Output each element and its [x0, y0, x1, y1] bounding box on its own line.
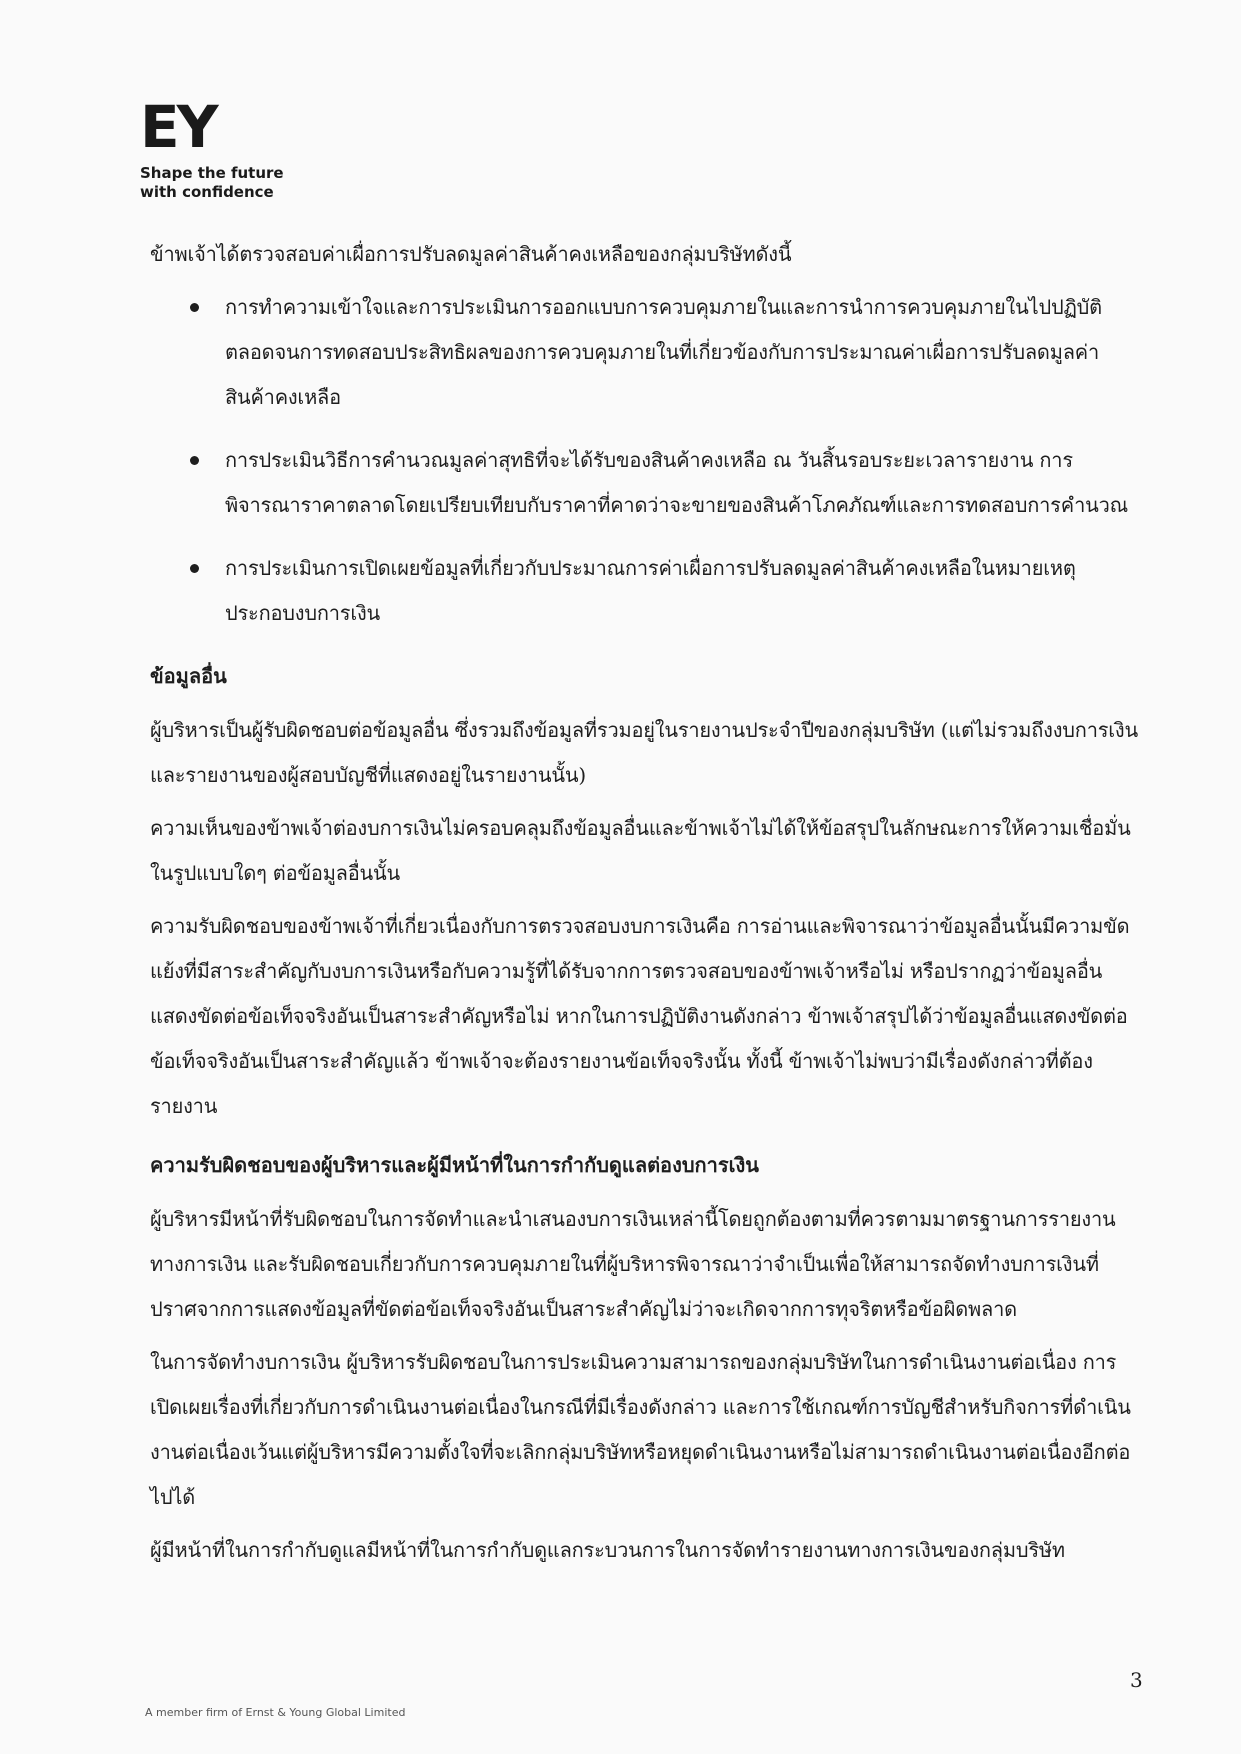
page-number: 3 — [1130, 1668, 1143, 1692]
list-item — [150, 438, 1140, 528]
responsibilities-paragraph-3: ผู้มีหน้าที่ในการกำกับดูแลมีหน้าที่ในการกำกับดูแลกระบวนการในการจัดทำรายงานทางการเงินของกลุ่มบริษัท — [150, 1538, 1065, 1562]
list-item — [150, 546, 1140, 636]
responsibilities-paragraph-2: ในการจัดทำงบการเงิน ผู้บริหารรับผิดชอบในการประเมินความสามารถของกลุ่มบริษัทในการดำเนินงานต่อเนื่อง การเปิดเผยเรื่องที่เกี่ยวกับการดำเนินงานต่อเนื่องในกรณีที่มีเรื่องดังกล่าว และการใช้เกณฑ์การบัญชีสำหรับกิจการที่ดำเนินงานต่อเนื่องเว้นแต่ผู้บริหารมีความตั้งใจที่จะเลิกกลุ่มบริษัทหรือหยุดดำเนินงานหรือไม่สามารถดำเนินงานต่อเนื่องอีกต่อไปได้ — [150, 1350, 1131, 1509]
bullet-icon — [190, 564, 199, 573]
footer-note: A member firm of Ernst & Young Global Limited — [145, 1706, 406, 1719]
bullet-icon — [190, 456, 199, 465]
bullet-icon — [190, 303, 199, 312]
ey-logo — [140, 93, 284, 202]
logo-tagline-line2: with confidence — [140, 183, 274, 201]
list-item-text: การทำความเข้าใจและการประเมินการออกแบบการควบคุมภายในและการนำการควบคุมภายในไปปฏิบัติ ตลอดจนการทดสอบประสิทธิผลของการควบคุมภายในที่เกี่ยวข้องกับการประมาณค่าเผื่อการปรับลดมูลค่าสินค้าคงเหลือ — [225, 295, 1102, 409]
procedure-list — [150, 285, 1140, 636]
other-info-paragraph-2: ความเห็นของข้าพเจ้าต่องบการเงินไม่ครอบคลุมถึงข้อมูลอื่นและข้าพเจ้าไม่ได้ให้ข้อสรุปในลักษณะการให้ความเชื่อมั่นในรูปแบบใดๆ ต่อข้อมูลอื่นนั้น — [150, 816, 1131, 885]
list-item-text: การประเมินการเปิดเผยข้อมูลที่เกี่ยวกับประมาณการค่าเผื่อการปรับลดมูลค่าสินค้าคงเหลือในหมายเหตุประกอบงบการเงิน — [225, 556, 1076, 625]
responsibilities-paragraph-1: ผู้บริหารมีหน้าที่รับผิดชอบในการจัดทำและนำเสนองบการเงินเหล่านี้โดยถูกต้องตามที่ควรตามมาตรฐานการรายงานทางการเงิน และรับผิดชอบเกี่ยวกับการควบคุมภายในที่ผู้บริหารพิจารณาว่าจำเป็นเพื่อให้สามารถจัดทำงบการเงินที่ปราศจากการแสดงข้อมูลที่ขัดต่อข้อเท็จจริงอันเป็นสาระสำคัญไม่ว่าจะเกิดจากการทุจริตหรือข้อผิดพลาด — [150, 1207, 1116, 1321]
list-item-text: การประเมินวิธีการคำนวณมูลค่าสุทธิที่จะได้รับของสินค้าคงเหลือ ณ วันสิ้นรอบระยะเวลารายงาน การพิจารณาราคาตลาดโดยเปรียบเทียบกับราคาที่คาดว่าจะขายของสินค้าโภคภัณฑ์และการทดสอบการคำนวณ — [225, 448, 1128, 517]
other-info-paragraph-1: ผู้บริหารเป็นผู้รับผิดชอบต่อข้อมูลอื่น ซึ่งรวมถึงข้อมูลที่รวมอยู่ในรายงานประจำปีของกลุ่มบริษัท (แต่ไม่รวมถึงงบการเงินและรายงานของผู้สอบบัญชีที่แสดงอยู่ในรายงานนั้น) — [150, 718, 1138, 787]
ey-logo-mark: EY — [140, 93, 216, 161]
other-info-paragraph-3: ความรับผิดชอบของข้าพเจ้าที่เกี่ยวเนื่องกับการตรวจสอบงบการเงินคือ การอ่านและพิจารณาว่าข้อมูลอื่นนั้นมีความขัดแย้งที่มีสาระสำคัญกับงบการเงินหรือกับความรู้ที่ได้รับจากการตรวจสอบของข้าพเจ้าหรือไม่ หรือปรากฏว่าข้อมูลอื่นแสดงขัดต่อข้อเท็จจริงอันเป็นสาระสำคัญหรือไม่ หากในการปฏิบัติงานดังกล่าว ข้าพเจ้าสรุปได้ว่าข้อมูลอื่นแสดงขัดต่อข้อเท็จจริงอันเป็นสาระสำคัญแล้ว ข้าพเจ้าจะต้องรายงานข้อเท็จจริงนั้น ทั้งนี้ ข้าพเจ้าไม่พบว่ามีเรื่องดังกล่าวที่ต้องรายงาน — [150, 914, 1130, 1118]
list-item — [150, 285, 1140, 420]
document-body — [150, 232, 1140, 1573]
logo-tagline-line1: Shape the future — [140, 164, 284, 182]
section-heading-other-information: ข้อมูลอื่น — [150, 664, 227, 688]
intro-paragraph: ข้าพเจ้าได้ตรวจสอบค่าเผื่อการปรับลดมูลค่าสินค้าคงเหลือของกลุ่มบริษัทดังนี้ — [150, 242, 792, 266]
section-heading-responsibilities: ความรับผิดชอบของผู้บริหารและผู้มีหน้าที่ในการกำกับดูแลต่องบการเงิน — [150, 1153, 759, 1177]
